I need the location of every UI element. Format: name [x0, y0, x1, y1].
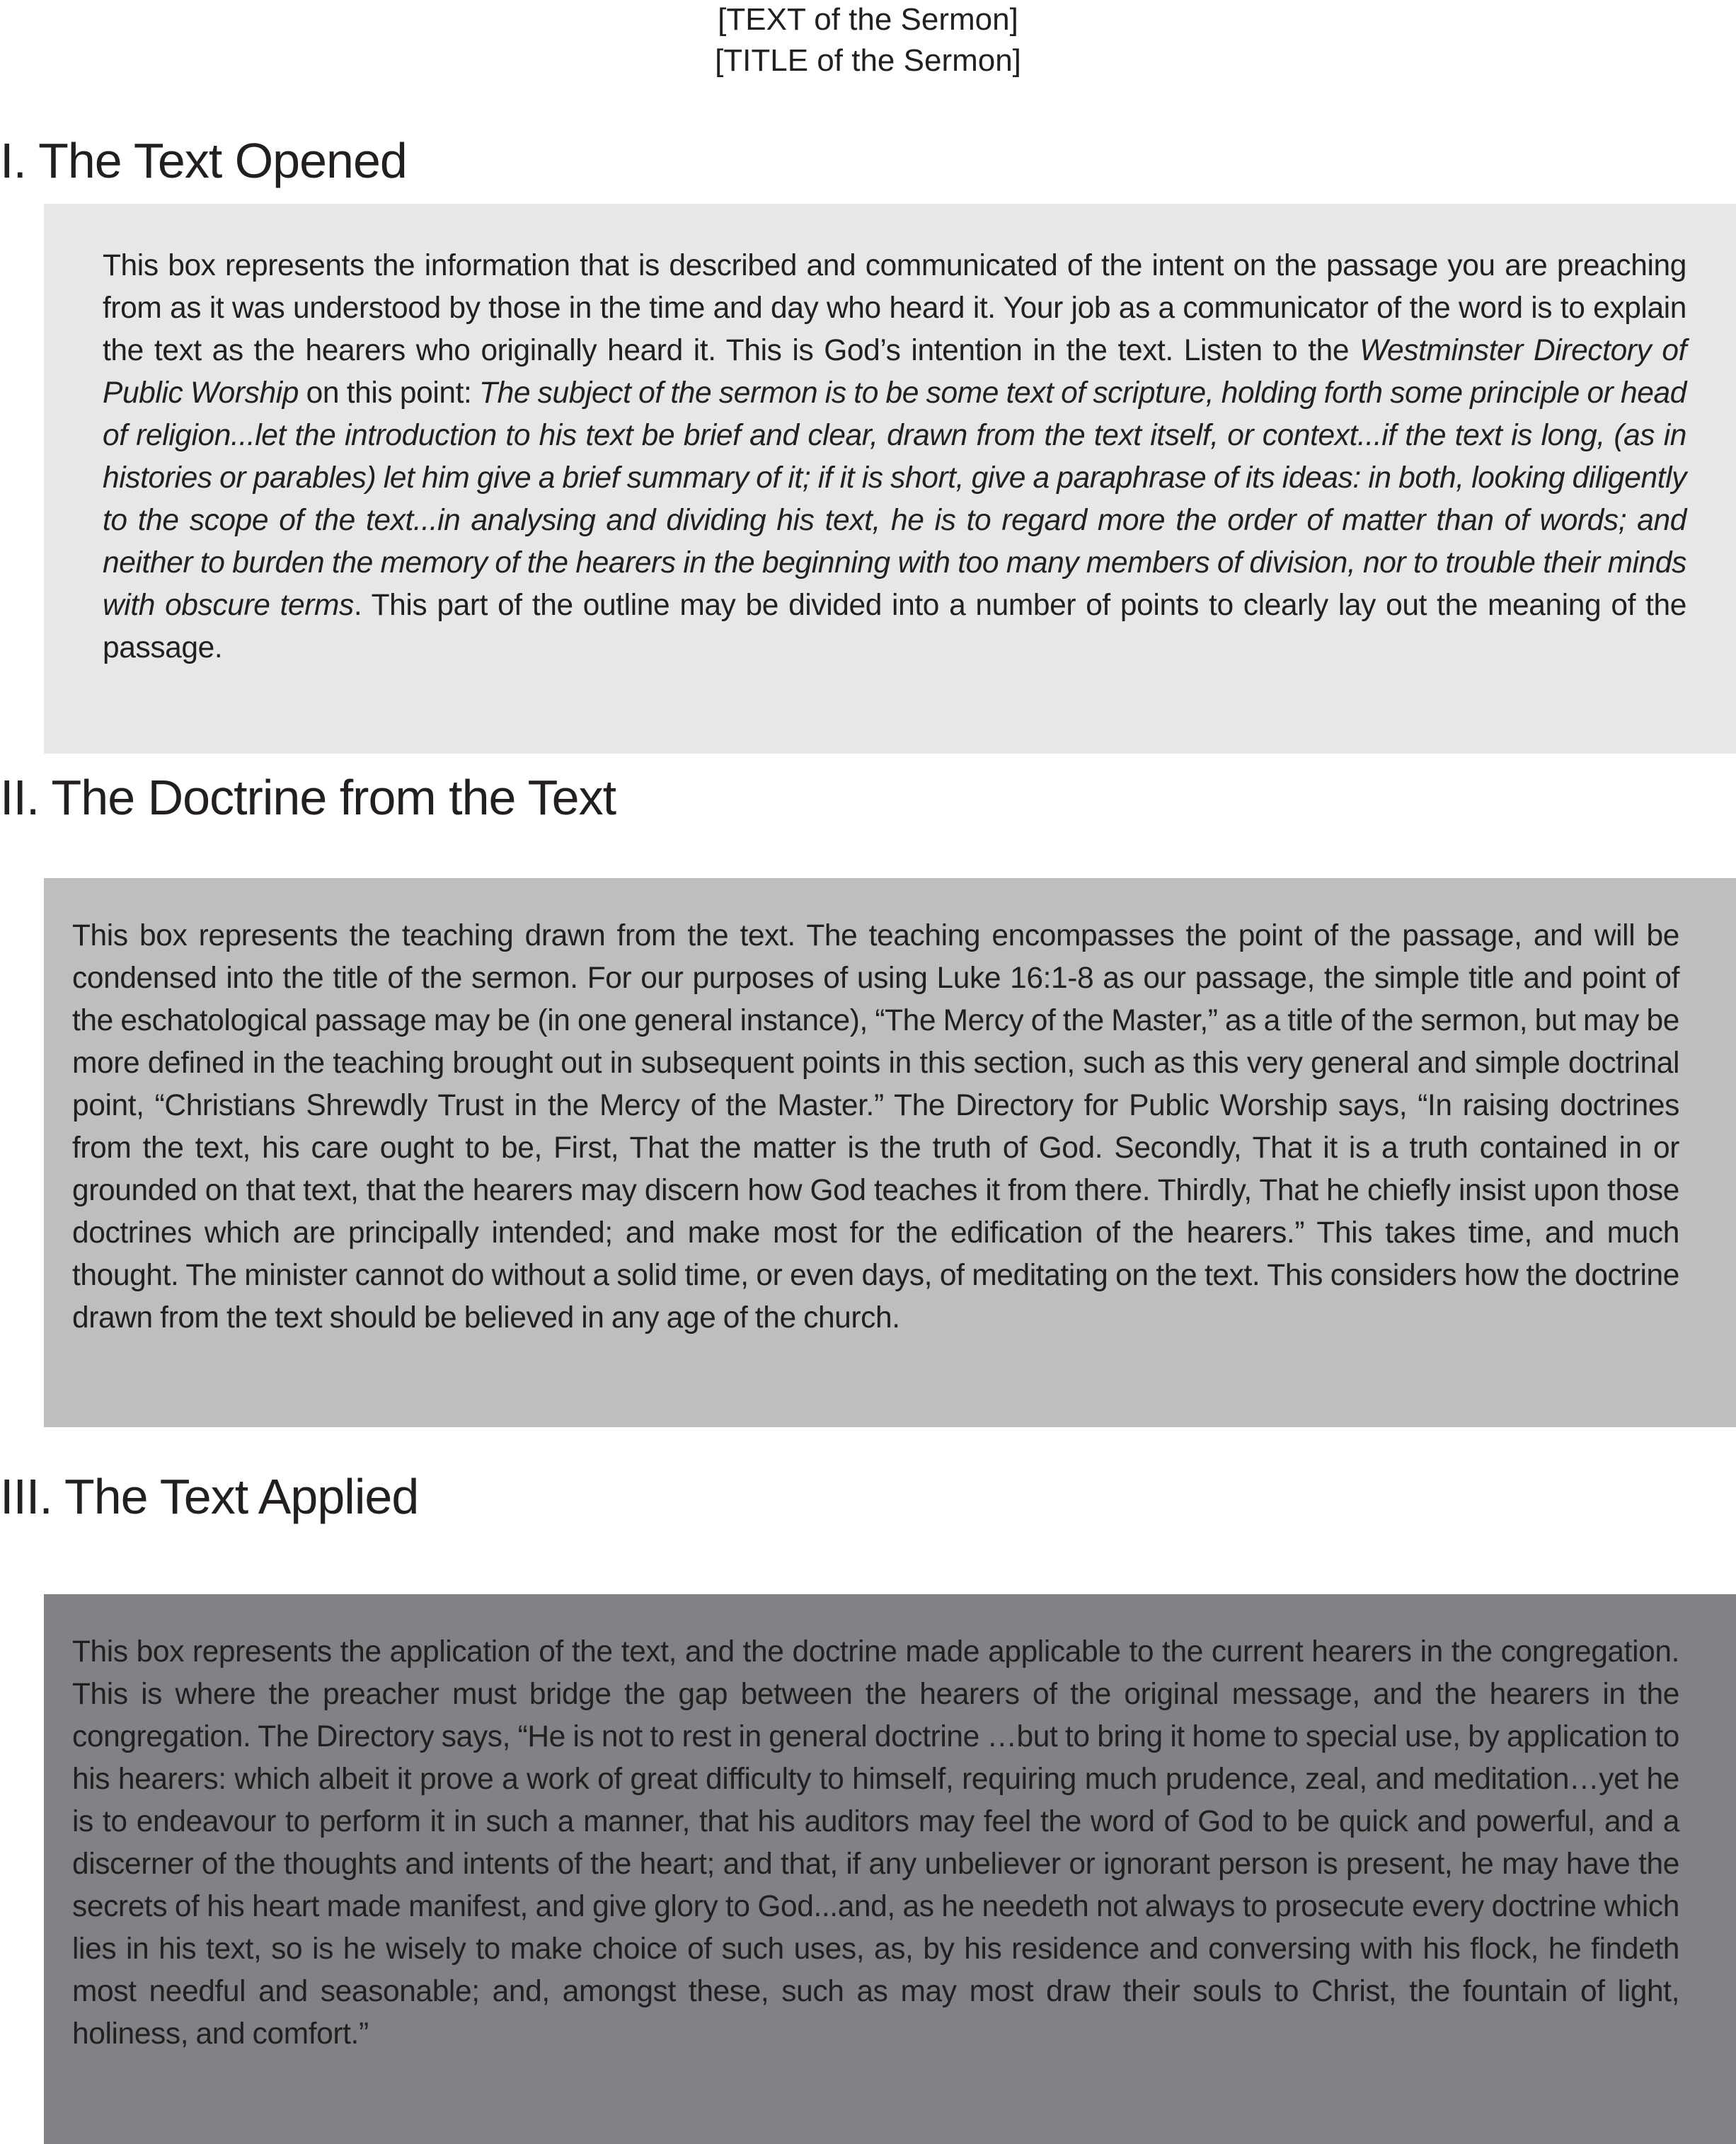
- section-heading-doctrine: II. The Doctrine from the Text: [0, 770, 616, 825]
- text-opened-run-1: This box represents the information that is described and communicated of the intent on the passage you are preaching from as it was understood by those in the time and day who heard it. Your job as a communicator of the word is to explain the text as the hearers who originally heard it. This is God’s intention in the text. Listen to the: [103, 249, 1686, 367]
- sermon-title-placeholder: [TITLE of the Sermon]: [715, 43, 1021, 78]
- text-opened-run-5: . This part of the outline may be divided into a number of points to clearly lay out the meaning of the passage.: [103, 589, 1686, 664]
- text-opened-paragraph: [103, 245, 1686, 669]
- text-applied-box: [44, 1594, 1736, 2144]
- doctrine-box: [44, 878, 1736, 1427]
- text-applied-paragraph: This box represents the application of the text, and the doctrine made applicable to the current hearers in the congregation. This is where the preacher must bridge the gap between the hearers of the original message, and the hearers in the congregation. The Directory says, “He is not to rest in general doctrine …but to bring it home to special use, by application to his hearers: which albeit it prove a work of great difficulty to himself, requiring much prudence, zeal, and meditation…yet he is to endeavour to perform it in such a manner, that his auditors may feel the word of God to be quick and powerful, and a discerner of the thoughts and intents of the heart; and that, if any unbeliever or ignorant person is present, he may have the secrets of his heart made manifest, and give glory to God...and, as he needeth not always to prosecute every doctrine which lies in his text, so is he wisely to make choice of such uses, as, by his residence and conversing with his flock, he findeth most needful and seasonable; and, amongst these, such as may most draw their souls to Christ, the fountain of light, holiness, and comfort.”: [72, 1635, 1679, 2051]
- text-opened-run-2: Westminster Directory of Public Worship: [103, 334, 1686, 410]
- doctrine-paragraph: This box represents the teaching drawn from the text. The teaching encompasses the point of the passage, and will be condensed into the title of the sermon. For our purposes of using Luke 16:1-8 as our passage, the simple title and point of the eschatological passage may be (in one general instance), “The Mercy of the Master,” as a title of the sermon, but may be more defined in the teaching brought out in subsequent points in this section, such as this very general and simple doctrinal point, “Christians Shrewdly Trust in the Mercy of the Master.” The Directory for Public Worship says, “In raising doctrines from the text, his care ought to be, First, That the matter is the truth of God. Secondly, That it is a truth contained in or grounded on that text, that the hearers may discern how God teaches it from there. Thirdly, That he chiefly insist upon those doctrines which are principally intended; and make most for the edification of the hearers.” This takes time, and much thought. The minister cannot do without a solid time, or even days, of meditating on the text. This considers how the doctrine drawn from the text should be believed in any age of the church.: [72, 919, 1679, 1335]
- section-heading-text-applied: III. The Text Applied: [0, 1469, 419, 1524]
- text-opened-box: [44, 204, 1736, 754]
- text-opened-run-3: on this point:: [299, 376, 480, 410]
- sermon-text-placeholder: [TEXT of the Sermon]: [718, 2, 1018, 37]
- text-opened-run-4: The subject of the sermon is to be some text of scripture, holding forth some principle or head of religion...let the introduction to his text be brief and clear, drawn from the text itself, or context...if the text is long, (as in histories or parables) let him give a brief summary of it; if it is short, give a paraphrase of its ideas: in both, looking diligently to the scope of the text...in analysing and dividing his text, he is to regard more the order of matter than of words; and neither to burden the memory of the hearers in the beginning with too many members of division, nor to trouble their minds with obscure terms: [103, 376, 1686, 622]
- section-heading-text-opened: I. The Text Opened: [0, 133, 407, 188]
